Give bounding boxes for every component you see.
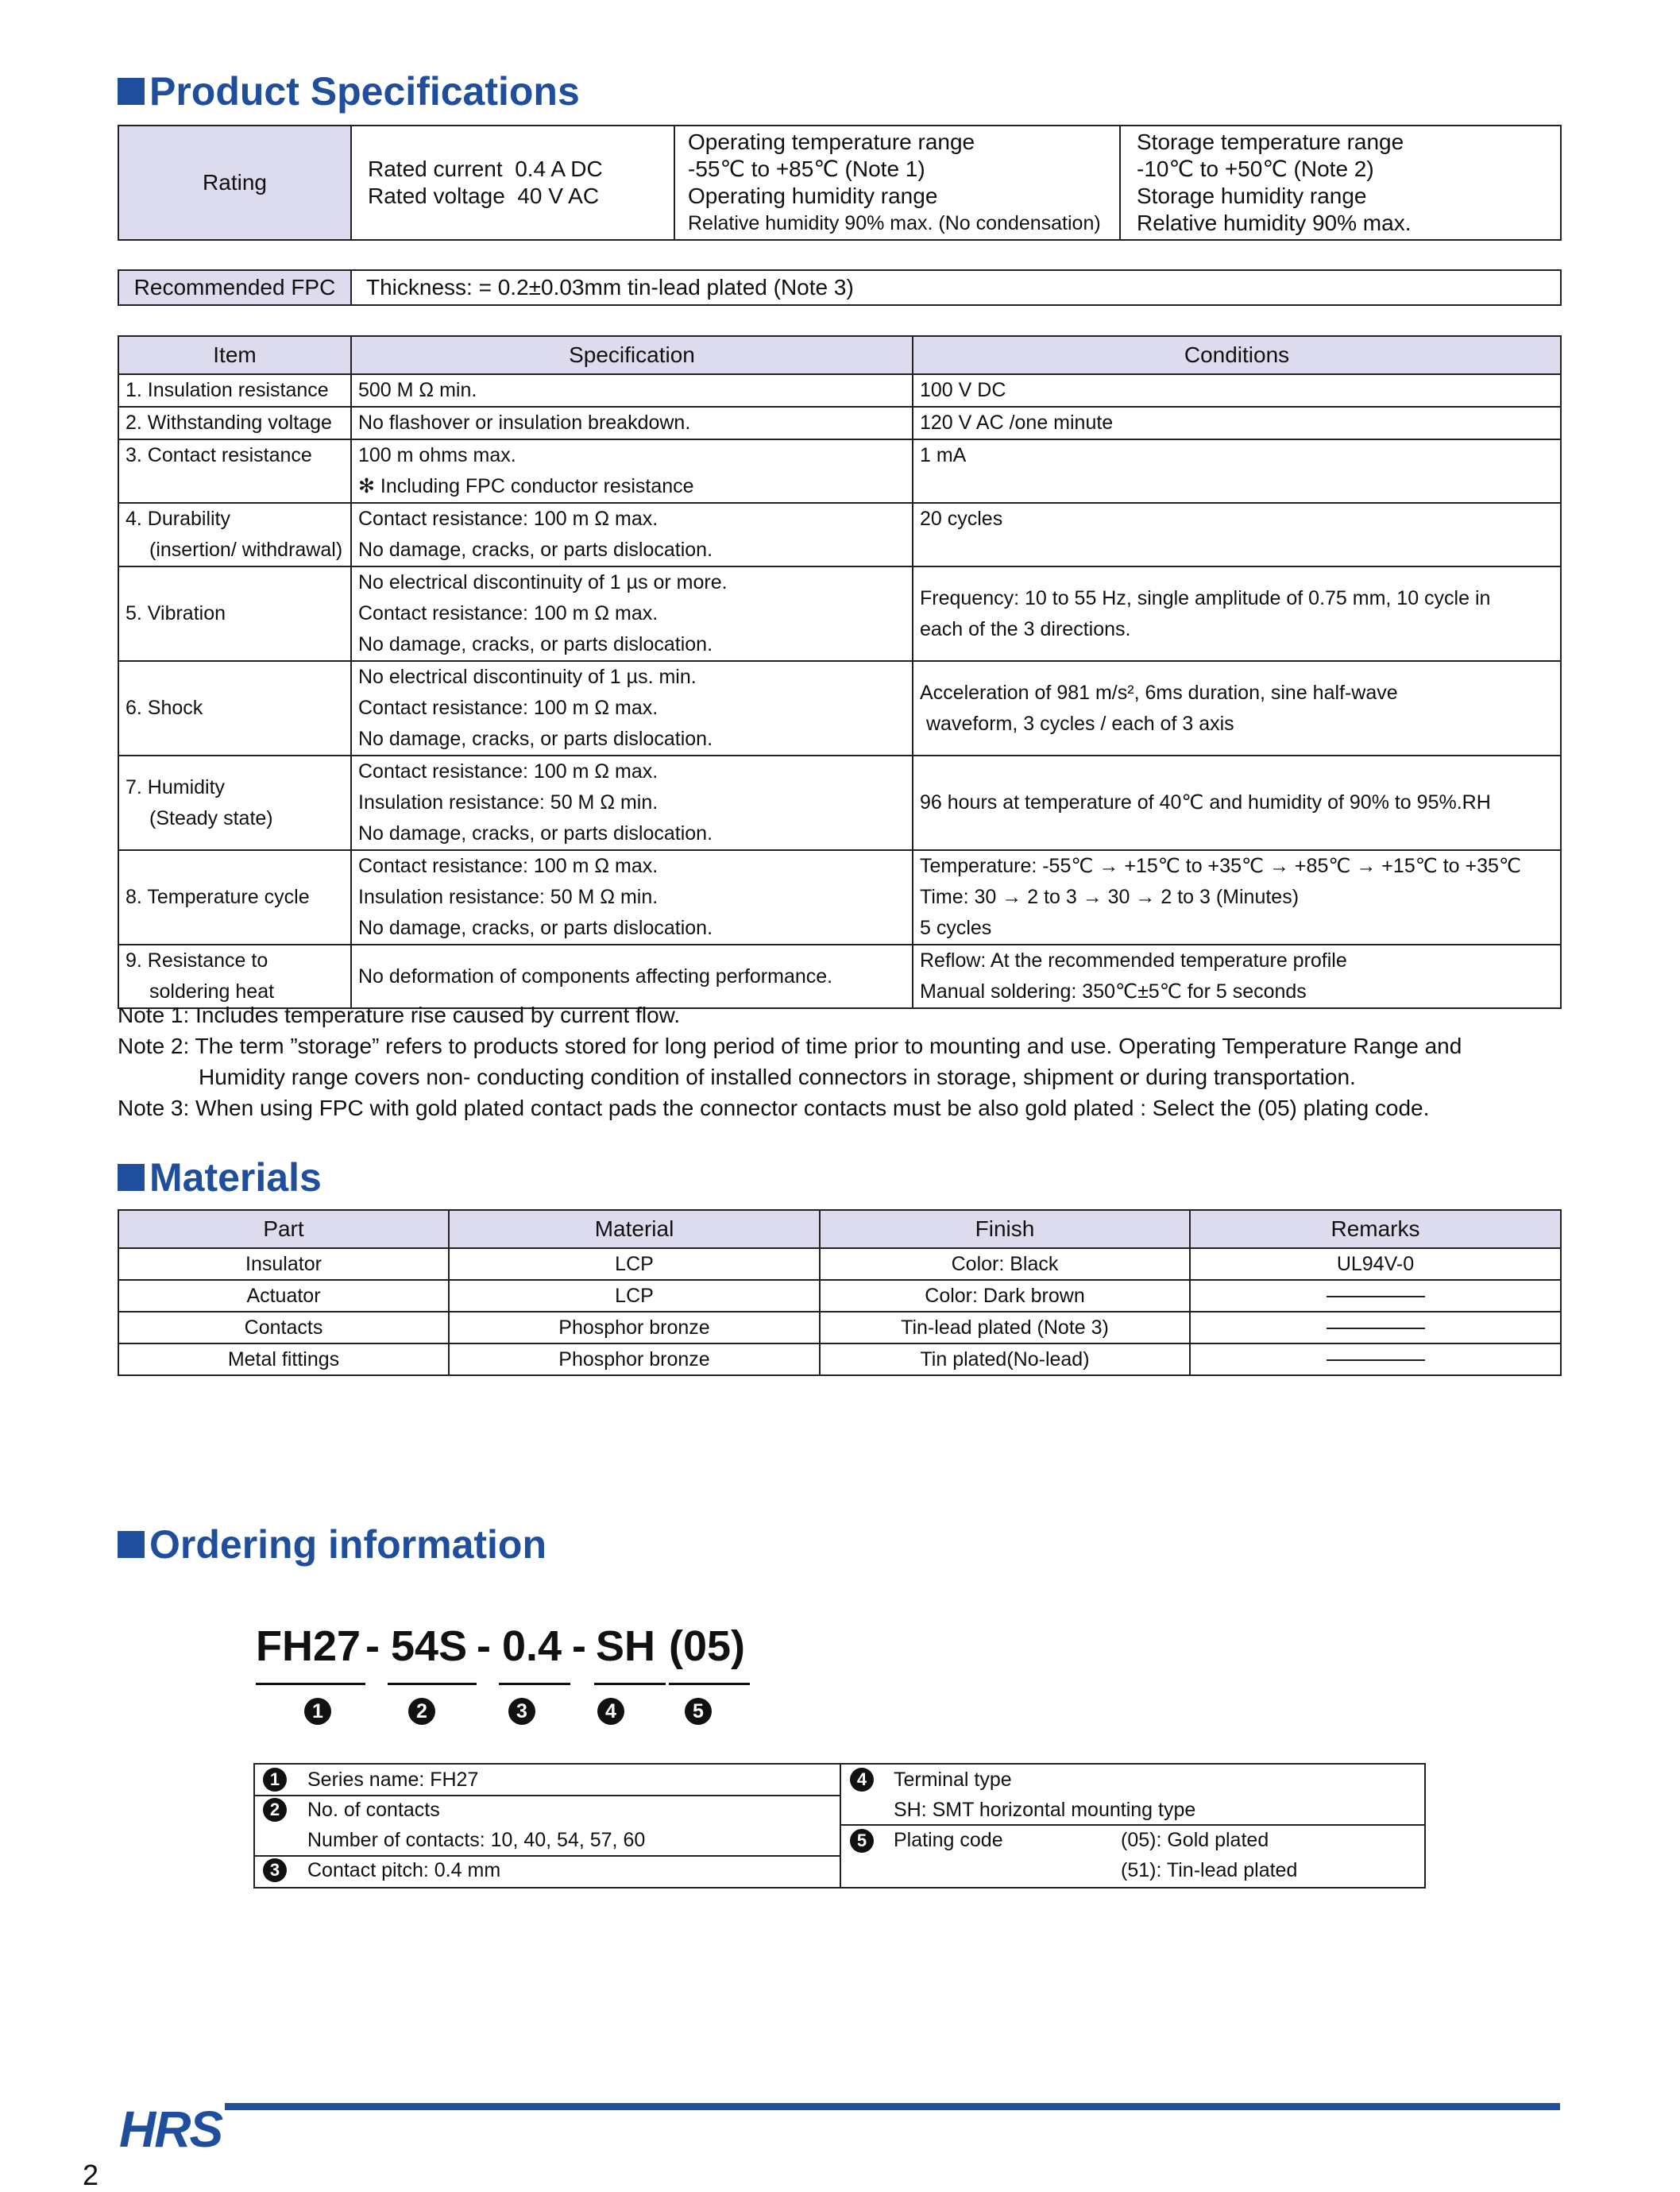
note-3: Note 3: When using FPC with gold plated contact pads the connector contacts must be also gold plated : Select the (05) plating code. [118, 1096, 1430, 1120]
cond-line: Temperature: -55℃ → +15℃ to +35℃ → +85℃ → +15℃ to +35℃ [920, 855, 1522, 877]
section-title-product-specs [118, 69, 580, 114]
table-row [118, 1343, 1561, 1375]
notes [118, 999, 1571, 1123]
marker-1: 1 [304, 1698, 331, 1725]
legend-marker-3: 3 [263, 1858, 287, 1882]
hrs-logo: HRS [119, 2101, 222, 2158]
page-number: 2 [83, 2159, 99, 2191]
finish-cell: Tin plated(No-lead) [820, 1343, 1190, 1375]
item-cell [118, 756, 351, 850]
st-hum-label: Storage humidity range [1137, 184, 1367, 208]
section-title-text: Product Specifications [149, 69, 580, 114]
section-title-text: Ordering information [149, 1522, 546, 1567]
divider [255, 1795, 840, 1796]
fpc-table [118, 269, 1562, 306]
rated-current: Rated current 0.4 A DC [368, 157, 603, 181]
item-line: 7. Humidity [126, 775, 226, 798]
materials-table [118, 1209, 1562, 1376]
material-cell: LCP [449, 1280, 820, 1312]
table-row [118, 374, 1561, 407]
contact-pitch: Contact pitch: 0.4 mm [307, 1859, 501, 1881]
op-temp-value: -55℃ to +85℃ (Note 1) [688, 157, 925, 181]
spec-line: Contact resistance: 100 m Ω max. [358, 602, 658, 624]
finish-cell: Color: Dark brown [820, 1280, 1190, 1312]
square-bullet-icon [118, 78, 145, 105]
rating-label: Rating [118, 126, 351, 240]
cond-line: Reflow: At the recommended temperature profile [920, 949, 1347, 972]
cond-line: waveform, 3 cycles / each of 3 axis [926, 712, 1234, 735]
note-1: Note 1: Includes temperature rise caused by current flow. [118, 1003, 681, 1027]
table-row [118, 503, 1561, 566]
material-cell: Phosphor bronze [449, 1312, 820, 1343]
marker-3: 3 [508, 1698, 535, 1725]
divider [840, 1824, 1424, 1826]
st-hum-value: Relative humidity 90% max. [1137, 211, 1412, 235]
cond-line: each of the 3 directions. [920, 617, 1131, 640]
table-row [118, 661, 1561, 756]
cond-line: Manual soldering: 350℃±5℃ for 5 seconds [920, 980, 1307, 1003]
spec-table [118, 335, 1562, 1009]
pn-dash: - [477, 1622, 491, 1670]
op-hum-value: Relative humidity 90% max. (No condensation) [688, 212, 1101, 234]
item-line: (Steady state) [149, 806, 273, 829]
plating-05: (05): Gold plated [1121, 1829, 1269, 1851]
item-line: 4. Durability [126, 508, 230, 530]
item-cell: 8. Temperature cycle [118, 850, 351, 945]
spec-line: Insulation resistance: 50 M Ω min. [358, 791, 658, 814]
pn-underline [669, 1683, 750, 1685]
section-title-text: Materials [149, 1155, 322, 1200]
note-2-continued: Humidity range covers non- conducting condition of installed connectors in storage, shipment or during transportation. [199, 1065, 1356, 1089]
spec-header-conditions: Conditions [913, 336, 1561, 374]
remarks-cell: UL94V-0 [1190, 1248, 1561, 1280]
remarks-cell [1190, 1312, 1561, 1343]
table-row [118, 439, 1561, 503]
pn-dash: - [572, 1622, 586, 1670]
table-row [118, 756, 1561, 850]
spec-cell [351, 756, 913, 850]
pn-series: FH27 [256, 1622, 361, 1670]
divider [840, 1765, 841, 1887]
note-2: Note 2: The term ”storage” refers to products stored for long period of time prior to mounting and use. Operating Temperature Range and [118, 1034, 1462, 1058]
spec-line: Insulation resistance: 50 M Ω min. [358, 886, 658, 908]
table-row [118, 945, 1561, 1008]
contacts-value: Number of contacts: 10, 40, 54, 57, 60 [307, 1829, 646, 1851]
legend-marker-5: 5 [850, 1829, 874, 1853]
rating-storage [1120, 126, 1561, 240]
cond-line: Frequency: 10 to 55 Hz, single amplitude of 0.75 mm, 10 cycle in [920, 586, 1491, 609]
spec-line: ✻ Including FPC conductor resistance [358, 475, 694, 497]
pn-underline [499, 1683, 570, 1685]
spec-cell [351, 661, 913, 756]
cond-cell: 20 cycles [913, 503, 1561, 566]
item-line: soldering heat [149, 980, 275, 1003]
spec-line: No damage, cracks, or parts dislocation. [358, 633, 713, 655]
cond-cell [913, 566, 1561, 661]
section-title-ordering [118, 1522, 546, 1567]
op-temp-label: Operating temperature range [688, 130, 975, 154]
cond-cell: 96 hours at temperature of 40℃ and humidity of 90% to 95%.RH [913, 756, 1561, 850]
mat-header-finish: Finish [820, 1210, 1190, 1248]
legend-marker-4: 4 [850, 1768, 874, 1792]
spec-line: Contact resistance: 100 m Ω max. [358, 508, 658, 530]
remarks-cell [1190, 1280, 1561, 1312]
spec-line: No damage, cracks, or parts dislocation. [358, 728, 713, 750]
spec-line: No damage, cracks, or parts dislocation. [358, 822, 713, 845]
item-cell: 1. Insulation resistance [118, 374, 351, 407]
cond-cell [913, 850, 1561, 945]
table-row [118, 407, 1561, 439]
item-line: 9. Resistance to [126, 949, 268, 972]
spec-header-specification: Specification [351, 336, 913, 374]
spec-line: Contact resistance: 100 m Ω max. [358, 697, 658, 719]
pn-underline [256, 1683, 365, 1685]
plating-label: Plating code [894, 1829, 1003, 1851]
material-cell: LCP [449, 1248, 820, 1280]
ordering-legend [253, 1763, 1426, 1889]
rating-electrical [351, 126, 674, 240]
dash-line [1327, 1359, 1425, 1361]
rating-operating [674, 126, 1120, 240]
cond-line: Acceleration of 981 m/s², 6ms duration, sine half-wave [920, 681, 1398, 704]
cond-cell: 120 V AC /one minute [913, 407, 1561, 439]
dash-line [1327, 1296, 1425, 1297]
part-cell: Actuator [118, 1280, 449, 1312]
table-row [118, 850, 1561, 945]
marker-2: 2 [408, 1698, 435, 1725]
square-bullet-icon [118, 1531, 145, 1558]
pn-plating: (05) [669, 1622, 746, 1670]
cond-line: 5 cycles [920, 917, 992, 939]
st-temp-label: Storage temperature range [1137, 130, 1404, 154]
spec-cell [351, 850, 913, 945]
divider [255, 1855, 840, 1857]
spec-line: 100 m ohms max. [358, 444, 516, 466]
fpc-value: Thickness: = 0.2±0.03mm tin-lead plated (Note 3) [351, 270, 1561, 305]
spec-line: Contact resistance: 100 m Ω max. [358, 855, 658, 877]
spec-line: No damage, cracks, or parts dislocation. [358, 917, 713, 939]
footer-bar [225, 2103, 1560, 2110]
part-cell: Contacts [118, 1312, 449, 1343]
mat-header-part: Part [118, 1210, 449, 1248]
cond-line: Time: 30 → 2 to 3 → 30 → 2 to 3 (Minutes) [920, 886, 1300, 908]
legend-marker-2: 2 [263, 1798, 287, 1822]
finish-cell: Tin-lead plated (Note 3) [820, 1312, 1190, 1343]
cond-cell [913, 945, 1561, 1008]
spec-line: No damage, cracks, or parts dislocation. [358, 539, 713, 561]
cond-cell: 1 mA [913, 439, 1561, 503]
table-row [118, 1280, 1561, 1312]
part-cell: Insulator [118, 1248, 449, 1280]
dash-line [1327, 1328, 1425, 1329]
pn-underline [594, 1683, 666, 1685]
terminal-label: Terminal type [894, 1769, 1012, 1791]
spec-cell [351, 439, 913, 503]
square-bullet-icon [118, 1164, 145, 1191]
finish-cell: Color: Black [820, 1248, 1190, 1280]
marker-5: 5 [685, 1698, 712, 1725]
fpc-label: Recommended FPC [118, 270, 351, 305]
op-hum-label: Operating humidity range [688, 184, 938, 208]
mat-header-remarks: Remarks [1190, 1210, 1561, 1248]
pn-pitch: 0.4 [502, 1622, 562, 1670]
spec-cell: No deformation of components affecting performance. [351, 945, 913, 1008]
table-row [118, 1248, 1561, 1280]
cond-cell [913, 661, 1561, 756]
spec-cell [351, 566, 913, 661]
item-cell [118, 503, 351, 566]
item-cell: 3. Contact resistance [118, 439, 351, 503]
pn-contacts: 54S [391, 1622, 468, 1670]
pn-terminal: SH [596, 1622, 656, 1670]
material-cell: Phosphor bronze [449, 1343, 820, 1375]
contacts-label: No. of contacts [307, 1799, 440, 1821]
rating-table [118, 125, 1562, 241]
table-row [118, 566, 1561, 661]
spec-line: Contact resistance: 100 m Ω max. [358, 760, 658, 783]
spec-header-item: Item [118, 336, 351, 374]
section-title-materials [118, 1155, 322, 1200]
spec-cell: No flashover or insulation breakdown. [351, 407, 913, 439]
series-name: Series name: FH27 [307, 1769, 479, 1791]
st-temp-value: -10℃ to +50℃ (Note 2) [1137, 157, 1374, 181]
marker-4: 4 [597, 1698, 624, 1725]
item-line: (insertion/ withdrawal) [149, 539, 343, 561]
spec-cell: 500 M Ω min. [351, 374, 913, 407]
terminal-value: SH: SMT horizontal mounting type [894, 1799, 1196, 1821]
part-cell: Metal fittings [118, 1343, 449, 1375]
spec-cell [351, 503, 913, 566]
item-cell [118, 945, 351, 1008]
table-row [118, 1312, 1561, 1343]
spec-line: No electrical discontinuity of 1 µs. min. [358, 666, 697, 688]
rated-voltage: Rated voltage 40 V AC [368, 184, 600, 208]
plating-51: (51): Tin-lead plated [1121, 1859, 1298, 1881]
spec-line: No electrical discontinuity of 1 µs or more. [358, 571, 728, 593]
remarks-cell [1190, 1343, 1561, 1375]
pn-dash: - [365, 1622, 380, 1670]
item-cell: 6. Shock [118, 661, 351, 756]
mat-header-material: Material [449, 1210, 820, 1248]
item-cell: 5. Vibration [118, 566, 351, 661]
pn-underline [388, 1683, 477, 1685]
legend-marker-1: 1 [263, 1768, 287, 1792]
item-cell: 2. Withstanding voltage [118, 407, 351, 439]
cond-cell: 100 V DC [913, 374, 1561, 407]
